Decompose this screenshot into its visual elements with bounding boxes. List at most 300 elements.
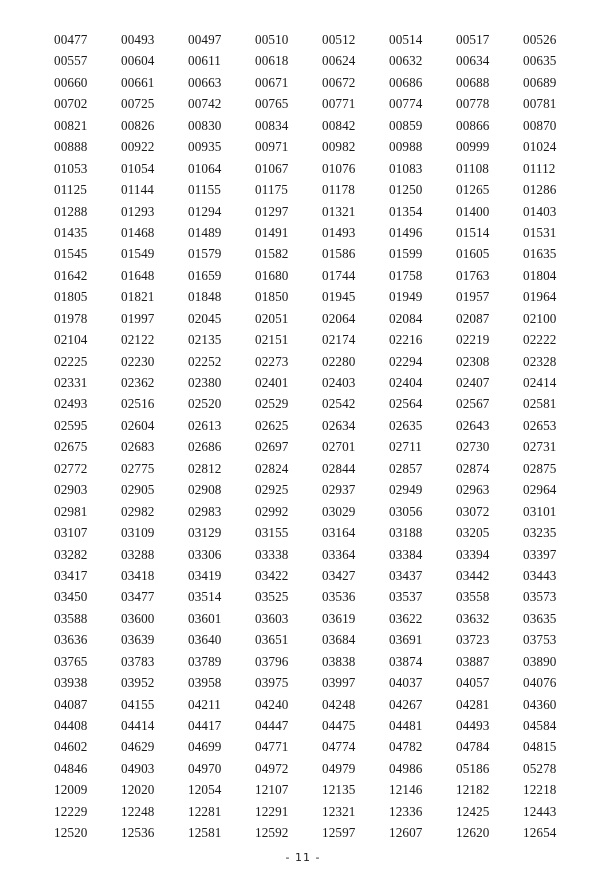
table-cell: 02963: [456, 482, 490, 498]
table-cell: 04784: [456, 739, 490, 755]
table-cell: 04629: [121, 739, 155, 755]
table-cell: 12107: [255, 782, 289, 798]
table-cell: 03442: [456, 567, 490, 583]
table-cell: 01125: [54, 182, 87, 198]
table-cell: 12581: [188, 825, 222, 841]
table-cell: 04037: [389, 675, 423, 691]
table-cell: 03952: [121, 675, 155, 691]
table-cell: 01949: [389, 289, 423, 305]
table-cell: 12425: [456, 803, 490, 819]
table-cell: 03558: [456, 589, 490, 605]
table-cell: 01491: [255, 224, 289, 240]
table-cell: 04846: [54, 760, 88, 776]
table-cell: 05278: [523, 760, 557, 776]
table-cell: 00611: [188, 53, 221, 69]
table-cell: 12054: [188, 782, 222, 798]
table-cell: 03155: [255, 525, 289, 541]
table-cell: 04584: [523, 718, 557, 733]
table-cell: 12607: [389, 825, 423, 841]
table-cell: 04414: [121, 718, 155, 733]
table-cell: 02362: [121, 375, 155, 390]
table-cell: 01514: [456, 224, 490, 240]
table-cell: 00821: [54, 117, 88, 133]
table-cell: 02731: [523, 439, 557, 455]
table-cell: 01579: [188, 246, 222, 262]
table-cell: 12135: [322, 782, 356, 798]
table-cell: 03997: [322, 675, 356, 691]
table-cell: 02308: [456, 353, 490, 369]
table-cell: 00702: [54, 96, 88, 112]
table-cell: 04447: [255, 718, 289, 733]
table-cell: 04774: [322, 739, 356, 755]
table-cell: 02964: [523, 482, 557, 498]
table-cell: 02331: [54, 375, 88, 390]
table-cell: 03164: [322, 525, 356, 541]
table-cell: 02087: [456, 310, 490, 326]
table-cell: 00866: [456, 117, 490, 133]
table-cell: 01582: [255, 246, 289, 262]
table-cell: 03109: [121, 525, 155, 541]
table-cell: 02225: [54, 353, 88, 369]
table-cell: 02219: [456, 332, 490, 348]
table-cell: 01648: [121, 267, 155, 283]
table-cell: 02711: [389, 439, 422, 455]
table-cell: 02983: [188, 503, 222, 519]
table-cell: 03477: [121, 589, 155, 605]
table-cell: 01763: [456, 267, 490, 283]
table-cell: 04493: [456, 718, 490, 733]
table-cell: 03601: [188, 610, 222, 626]
table-cell: 04782: [389, 739, 423, 755]
table-cell: 02380: [188, 375, 222, 390]
table-cell: 02104: [54, 332, 88, 348]
table-cell: 03536: [322, 589, 356, 605]
table-cell: 00557: [54, 53, 88, 69]
table-cell: 02635: [389, 417, 423, 433]
table-cell: 03338: [255, 546, 289, 562]
table-cell: 03306: [188, 546, 222, 562]
table-cell: 03636: [54, 632, 88, 648]
table-cell: 01024: [523, 139, 557, 155]
table-cell: 02045: [188, 310, 222, 326]
table-cell: 03397: [523, 546, 557, 562]
table-cell: 03205: [456, 525, 490, 541]
table-cell: 04417: [188, 718, 222, 733]
table-cell: 01659: [188, 267, 222, 283]
table-cell: 12248: [121, 803, 155, 819]
table-cell: 00661: [121, 74, 155, 90]
table-cell: 00686: [389, 74, 423, 90]
table-cell: 03783: [121, 653, 155, 669]
table-cell: 02982: [121, 503, 155, 519]
table-cell: 01489: [188, 224, 222, 240]
table-cell: 01288: [54, 203, 88, 219]
table-cell: 04699: [188, 739, 222, 755]
table-cell: 00635: [523, 53, 557, 69]
table-cell: 04979: [322, 760, 356, 776]
table-cell: 03691: [389, 632, 423, 648]
table-cell: 03525: [255, 589, 289, 605]
table-cell: 03282: [54, 546, 88, 562]
table-cell: 03443: [523, 567, 557, 583]
table-cell: 02051: [255, 310, 289, 326]
table-cell: 01545: [54, 246, 88, 262]
table-cell: 01178: [322, 182, 355, 198]
table-cell: 01155: [188, 182, 221, 198]
table-cell: 03938: [54, 675, 88, 691]
table-cell: 03235: [523, 525, 557, 541]
table-cell: 12321: [322, 803, 356, 819]
table-cell: 02542: [322, 396, 356, 412]
table-cell: 00842: [322, 117, 356, 133]
table-cell: 00672: [322, 74, 356, 90]
page-number: - 11 -: [285, 851, 321, 864]
table-cell: 00604: [121, 53, 155, 69]
table-cell: 03288: [121, 546, 155, 562]
table-cell: 04972: [255, 760, 289, 776]
table-cell: 02064: [322, 310, 356, 326]
table-cell: 02937: [322, 482, 356, 498]
table-cell: 01294: [188, 203, 222, 219]
table-cell: 00774: [389, 96, 423, 112]
table-cell: 04211: [188, 696, 221, 712]
table-cell: 01945: [322, 289, 356, 305]
table-cell: 00988: [389, 139, 423, 155]
table-cell: 02812: [188, 460, 222, 476]
table-cell: 03838: [322, 653, 356, 669]
table-cell: 02328: [523, 353, 557, 369]
table-cell: 04087: [54, 696, 88, 712]
table-cell: 01744: [322, 267, 356, 283]
table-cell: 12654: [523, 825, 557, 841]
table-cell: 00971: [255, 139, 289, 155]
table-cell: 04602: [54, 739, 88, 755]
table-cell: 03384: [389, 546, 423, 562]
table-cell: 03639: [121, 632, 155, 648]
table-cell: 03603: [255, 610, 289, 626]
table-cell: 02634: [322, 417, 356, 433]
table-cell: 03537: [389, 589, 423, 605]
table-cell: 01112: [523, 160, 556, 176]
table-cell: 12281: [188, 803, 222, 819]
table-cell: 01265: [456, 182, 490, 198]
table-cell: 03188: [389, 525, 423, 541]
table-cell: 00663: [188, 74, 222, 90]
table-cell: 01144: [121, 182, 154, 198]
table-cell: 02875: [523, 460, 557, 476]
table-cell: 02905: [121, 482, 155, 498]
table-cell: 02903: [54, 482, 88, 498]
table-cell: 02222: [523, 332, 557, 348]
table-cell: 02643: [456, 417, 490, 433]
table-cell: 01403: [523, 203, 557, 219]
table-cell: 02697: [255, 439, 289, 455]
table-cell: 02280: [322, 353, 356, 369]
table-cell: 00517: [456, 32, 490, 47]
table-cell: 03394: [456, 546, 490, 562]
table-cell: 02824: [255, 460, 289, 476]
table-cell: 03975: [255, 675, 289, 691]
table-cell: 02135: [188, 332, 222, 348]
table-cell: 02252: [188, 353, 222, 369]
table-cell: 00781: [523, 96, 557, 112]
table-cell: 01635: [523, 246, 557, 262]
table-cell: 01067: [255, 160, 289, 176]
table-cell: 01599: [389, 246, 423, 262]
table-cell: 12291: [255, 803, 289, 819]
table-cell: 01978: [54, 310, 88, 326]
table-cell: 04481: [389, 718, 423, 733]
table-cell: 01354: [389, 203, 423, 219]
table-cell: 02730: [456, 439, 490, 455]
table-cell: 02084: [389, 310, 423, 326]
table-cell: 02100: [523, 310, 557, 326]
table-cell: 04240: [255, 696, 289, 712]
table-cell: 03029: [322, 503, 356, 519]
table-cell: 04903: [121, 760, 155, 776]
table-cell: 00935: [188, 139, 222, 155]
table-cell: 01083: [389, 160, 423, 176]
table-cell: 02874: [456, 460, 490, 476]
table-cell: 03419: [188, 567, 222, 583]
table-cell: 03129: [188, 525, 222, 541]
table-cell: 00618: [255, 53, 289, 69]
table-cell: 00870: [523, 117, 557, 133]
table-cell: 01435: [54, 224, 88, 240]
table-cell: 03619: [322, 610, 356, 626]
table-cell: 03874: [389, 653, 423, 669]
table-cell: 05186: [456, 760, 490, 776]
table-cell: 02581: [523, 396, 557, 412]
table-cell: 01680: [255, 267, 289, 283]
table-cell: 12520: [54, 825, 88, 841]
table-cell: 01321: [322, 203, 356, 219]
table-cell: 02403: [322, 375, 356, 390]
table-cell: 04076: [523, 675, 557, 691]
table-cell: 02516: [121, 396, 155, 412]
table-cell: 02613: [188, 417, 222, 433]
table-cell: 02493: [54, 396, 88, 412]
table-cell: 04281: [456, 696, 490, 712]
table-cell: 12182: [456, 782, 490, 798]
table-cell: 02686: [188, 439, 222, 455]
table-cell: 03107: [54, 525, 88, 541]
table-cell: 00689: [523, 74, 557, 90]
table-cell: 02595: [54, 417, 88, 433]
table-cell: 02992: [255, 503, 289, 519]
table-cell: 00512: [322, 32, 356, 47]
table-cell: 00624: [322, 53, 356, 69]
table-cell: 03600: [121, 610, 155, 626]
table-cell: 00632: [389, 53, 423, 69]
table-cell: 00493: [121, 32, 155, 47]
table-cell: 03765: [54, 653, 88, 669]
table-cell: 02151: [255, 332, 289, 348]
table-cell: 01549: [121, 246, 155, 262]
table-cell: 04155: [121, 696, 155, 712]
table-cell: 01957: [456, 289, 490, 305]
table-cell: 01964: [523, 289, 557, 305]
table-cell: 01605: [456, 246, 490, 262]
table-cell: 00634: [456, 53, 490, 69]
table-cell: 02273: [255, 353, 289, 369]
table-cell: 02949: [389, 482, 423, 498]
table-cell: 01850: [255, 289, 289, 305]
table-cell: 02675: [54, 439, 88, 455]
table-cell: 12218: [523, 782, 557, 798]
table-cell: 04408: [54, 718, 88, 733]
table-cell: 04248: [322, 696, 356, 712]
table-cell: 03622: [389, 610, 423, 626]
table-cell: 00526: [523, 32, 557, 47]
table-cell: 04986: [389, 760, 423, 776]
table-cell: 01108: [456, 160, 489, 176]
table-cell: 04970: [188, 760, 222, 776]
table-cell: 02122: [121, 332, 155, 348]
table-cell: 01053: [54, 160, 88, 176]
table-cell: 00510: [255, 32, 289, 47]
table-cell: 02174: [322, 332, 356, 348]
table-cell: 02653: [523, 417, 557, 433]
table-cell: 02701: [322, 439, 356, 455]
table-cell: 00688: [456, 74, 490, 90]
table-cell: 02294: [389, 353, 423, 369]
table-cell: 12020: [121, 782, 155, 798]
table-cell: 01286: [523, 182, 557, 198]
table-cell: 03588: [54, 610, 88, 626]
table-cell: 03635: [523, 610, 557, 626]
table-cell: 00888: [54, 139, 88, 155]
table-cell: 01496: [389, 224, 423, 240]
table-cell: 00826: [121, 117, 155, 133]
number-table: [54, 29, 566, 844]
table-cell: 02567: [456, 396, 490, 412]
table-cell: 00859: [389, 117, 423, 133]
table-cell: 02564: [389, 396, 423, 412]
table-cell: 02230: [121, 353, 155, 369]
table-cell: 01468: [121, 224, 155, 240]
table-cell: 02625: [255, 417, 289, 433]
table-cell: 12336: [389, 803, 423, 819]
table-cell: 01064: [188, 160, 222, 176]
table-cell: 03427: [322, 567, 356, 583]
table-cell: 03651: [255, 632, 289, 648]
table-cell: 01076: [322, 160, 356, 176]
table-cell: 00922: [121, 139, 155, 155]
table-cell: 02407: [456, 375, 490, 390]
table-cell: 01175: [255, 182, 288, 198]
table-cell: 03417: [54, 567, 88, 583]
table-cell: 03422: [255, 567, 289, 583]
table-cell: 02404: [389, 375, 423, 390]
table-cell: 02401: [255, 375, 289, 390]
table-cell: 02414: [523, 375, 557, 390]
table-cell: 03418: [121, 567, 155, 583]
table-cell: 03364: [322, 546, 356, 562]
table-cell: 00771: [322, 96, 356, 112]
table-cell: 00497: [188, 32, 222, 47]
table-cell: 02857: [389, 460, 423, 476]
table-cell: 02908: [188, 482, 222, 498]
table-cell: 01054: [121, 160, 155, 176]
table-cell: 03072: [456, 503, 490, 519]
table-cell: 00999: [456, 139, 490, 155]
table-cell: 12229: [54, 803, 88, 819]
table-cell: 03437: [389, 567, 423, 583]
table-cell: 00671: [255, 74, 289, 90]
table-cell: 03640: [188, 632, 222, 648]
table-cell: 00765: [255, 96, 289, 112]
table-cell: 02981: [54, 503, 88, 519]
table-cell: 04057: [456, 675, 490, 691]
table-cell: 04360: [523, 696, 557, 712]
table-cell: 04475: [322, 718, 356, 733]
table-cell: 04815: [523, 739, 557, 755]
table-cell: 12536: [121, 825, 155, 841]
table-cell: 01804: [523, 267, 557, 283]
table-cell: 00834: [255, 117, 289, 133]
table-cell: 03056: [389, 503, 423, 519]
table-cell: 03796: [255, 653, 289, 669]
table-cell: 03632: [456, 610, 490, 626]
table-cell: 12443: [523, 803, 557, 819]
table-cell: 01642: [54, 267, 88, 283]
table-cell: 02520: [188, 396, 222, 412]
table-cell: 01297: [255, 203, 289, 219]
table-cell: 03887: [456, 653, 490, 669]
table-cell: 03958: [188, 675, 222, 691]
table-cell: 01805: [54, 289, 88, 305]
table-cell: 03723: [456, 632, 490, 648]
table-cell: 00477: [54, 32, 88, 47]
table-cell: 02216: [389, 332, 423, 348]
table-cell: 03101: [523, 503, 557, 519]
table-cell: 03684: [322, 632, 356, 648]
table-cell: 02775: [121, 460, 155, 476]
table-cell: 00742: [188, 96, 222, 112]
table-cell: 01293: [121, 203, 155, 219]
table-cell: 03753: [523, 632, 557, 648]
table-cell: 03890: [523, 653, 557, 669]
table-cell: 00778: [456, 96, 490, 112]
table-cell: 12009: [54, 782, 88, 798]
table-cell: 01531: [523, 224, 557, 240]
table-cell: 01848: [188, 289, 222, 305]
table-cell: 12620: [456, 825, 490, 841]
table-cell: 04771: [255, 739, 289, 755]
table-cell: 03789: [188, 653, 222, 669]
table-cell: 01821: [121, 289, 155, 305]
table-cell: 02925: [255, 482, 289, 498]
table-cell: 04267: [389, 696, 423, 712]
table-cell: 03450: [54, 589, 88, 605]
table-cell: 03573: [523, 589, 557, 605]
table-cell: 00660: [54, 74, 88, 90]
table-cell: 01250: [389, 182, 423, 198]
table-cell: 02683: [121, 439, 155, 455]
table-cell: 00830: [188, 117, 222, 133]
table-cell: 00725: [121, 96, 155, 112]
table-cell: 12597: [322, 825, 356, 841]
table-cell: 01493: [322, 224, 356, 240]
table-cell: 12146: [389, 782, 423, 798]
table-cell: 01758: [389, 267, 423, 283]
table-cell: 00982: [322, 139, 356, 155]
table-cell: 00514: [389, 32, 423, 47]
table-cell: 02604: [121, 417, 155, 433]
table-cell: 02844: [322, 460, 356, 476]
table-cell: 02772: [54, 460, 88, 476]
